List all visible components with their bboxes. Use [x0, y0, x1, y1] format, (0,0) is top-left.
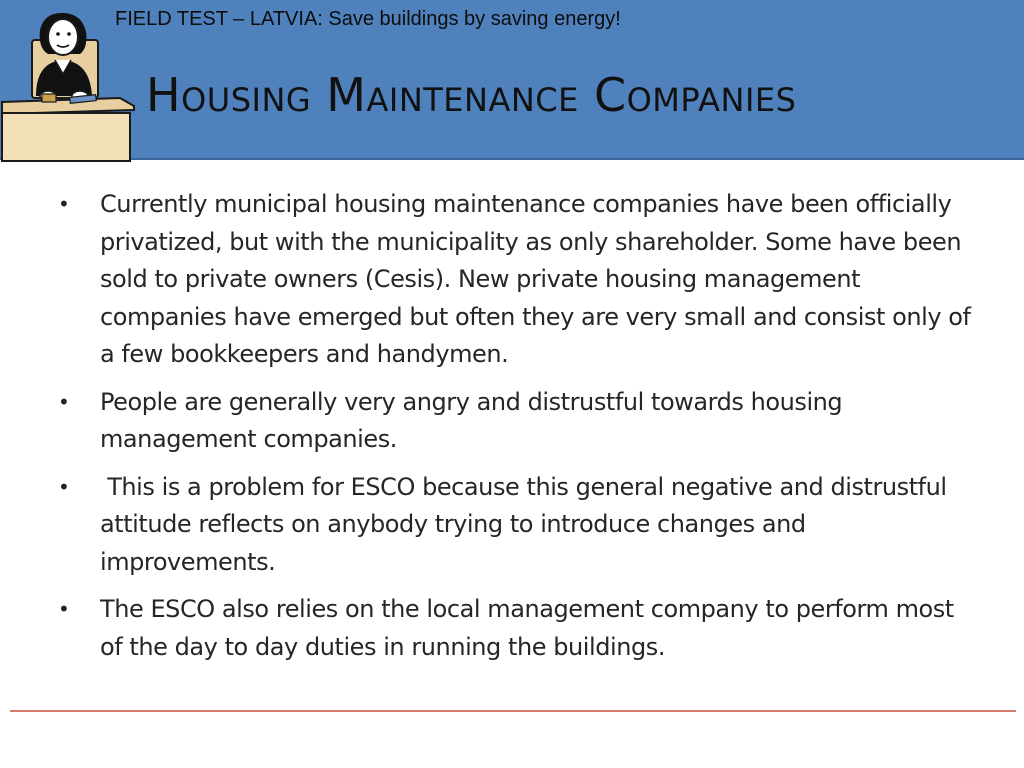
bullet-list	[58, 186, 978, 676]
office-worker-at-desk-icon	[0, 10, 135, 162]
header-band	[0, 0, 1024, 160]
list-item	[58, 469, 978, 582]
bullet-text: This is a problem for ESCO because this general negative and distrustful attitude reflects on anybody trying to introduce changes and improvements.	[100, 472, 954, 576]
bullet-text: People are generally very angry and distrustful towards housing management companies.	[100, 387, 850, 453]
bullet-icon: •	[58, 192, 70, 216]
bullet-icon: •	[58, 389, 70, 414]
bullet-icon: •	[58, 474, 70, 499]
list-item	[58, 186, 978, 374]
list-item	[58, 591, 978, 666]
slide-title: Housing Maintenance Companies	[146, 68, 797, 122]
list-item	[58, 384, 978, 459]
bullet-icon: •	[58, 597, 70, 621]
slide-subtitle: FIELD TEST – LATVIA: Save buildings by saving energy!	[115, 8, 621, 30]
bullet-text: Currently municipal housing maintenance companies have been officially privatized, but with the municipality as only shareholder. Some have been sold to private owners (Cesis). New private housing management companies have emerged but often they are very small and consist only of a few bookkeepers and handymen.	[100, 190, 978, 368]
footer-divider	[10, 710, 1016, 712]
bullet-text: The ESCO also relies on the local management company to perform most of the day to day duties in running the buildings.	[100, 595, 961, 661]
